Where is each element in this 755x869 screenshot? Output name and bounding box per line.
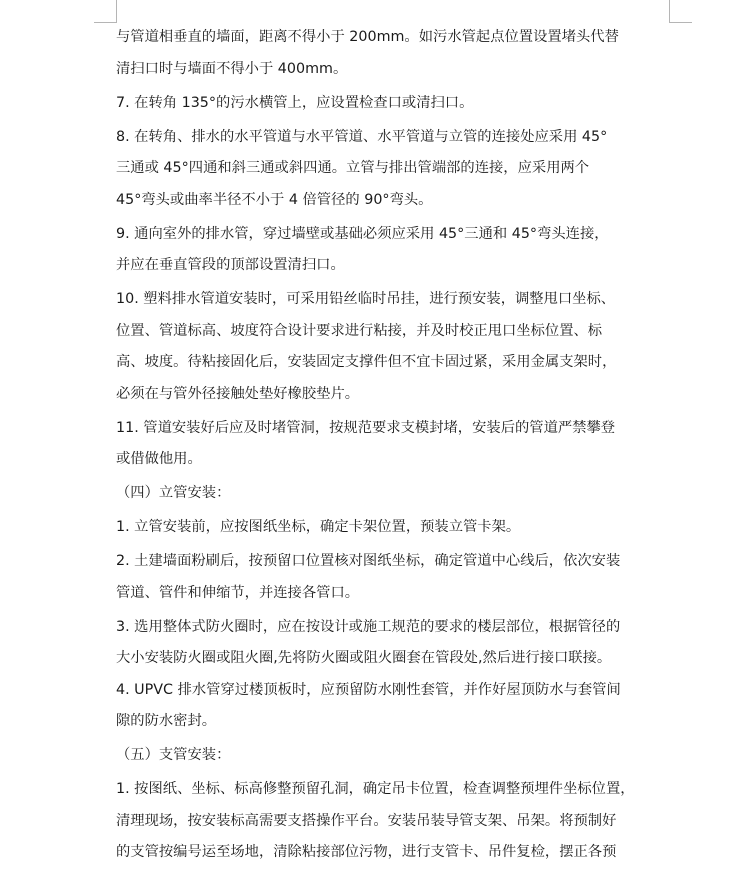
text-line: 4. UPVC 排水管穿过楼顶板时，应预留防水刚性套管，并作好屋顶防水与套管间 (116, 681, 621, 698)
text-line: 高、坡度。待粘接固化后，安装固定支撑件但不宜卡固过紧，采用金属支架时， (116, 354, 617, 370)
text-line: 10. 塑料排水管道安装时，可采用铅丝临时吊挂，进行预安装，调整甩口坐标、 (116, 291, 616, 307)
text-line: 并应在垂直管段的顶部设置清扫口。 (116, 257, 345, 273)
text-line: 清扫口时与墙面不得小于 400mm。 (116, 60, 348, 77)
text-line: （四）立管安装： (116, 485, 231, 501)
text-line: 8. 在转角、排水的水平管道与水平管道、水平管道与立管的连接处应采用 45° (116, 128, 608, 145)
text-line: 清理现场，按安装标高需要支搭操作平台。安装吊装导管支架、吊架。将预制好 (116, 812, 617, 829)
text-line: 3. 选用整体式防火圈时，应在按设计或施工规范的要求的楼层部位，根据管径的 (116, 618, 621, 635)
text-line: 11. 管道安装好后应及时堵管洞，按规范要求支模封堵，安装后的管道严禁攀登 (116, 419, 616, 436)
text-line: 的支管按编号运至场地，清除粘接部位污物，进行支管卡、吊件复检，摆正各预 (116, 844, 617, 860)
text-line: 隙的防水密封。 (116, 713, 217, 729)
text-line: 45°弯头或曲率半径不小于 4 倍管径的 90°弯头。 (116, 191, 433, 208)
text-line: 与管道相垂直的墙面，距离不得小于 200mm。如污水管起点位置设置堵头代替 (116, 29, 619, 45)
text-line: 大小安装防火圈或阻火圈,先将防火圈或阻火圈套在管段处,然后进行接口联接。 (116, 650, 612, 666)
margin-corner-mark-right (669, 0, 692, 23)
text-line: 三通或 45°四通和斜三通或斜四通。立管与排出管端部的连接，应采用两个 (116, 160, 590, 176)
document-body (116, 22, 676, 869)
text-line: 7. 在转角 135°的污水横管上，应设置检查口或清扫口。 (116, 94, 474, 111)
text-line: 1. 立管安装前，应按图纸坐标，确定卡架位置，预装立管卡架。 (116, 519, 521, 535)
text-line: 2. 土建墙面粉刷后，按预留口位置核对图纸坐标，确定管道中心线后，依次安装 (116, 553, 621, 569)
text-line: 管道、管件和伸缩节，并连接各管口。 (116, 584, 360, 601)
text-line: 必须在与管外径接触处垫好橡胶垫片。 (116, 385, 360, 402)
text-line: （五）支管安装： (116, 747, 231, 763)
text-line: 1. 按图纸、坐标、标高修整预留孔洞，确定吊卡位置，检查调整预埋件坐标位置， (116, 781, 635, 797)
margin-corner-mark-left (94, 0, 117, 23)
text-line: 位置、管道标高、坡度符合设计要求进行粘接，并及时校正甩口坐标位置、标 (116, 322, 603, 339)
text-line: 9. 通向室外的排水管，穿过墙壁或基础必须应采用 45°三通和 45°弯头连接， (116, 225, 609, 242)
text-line: 或借做他用。 (116, 451, 202, 467)
